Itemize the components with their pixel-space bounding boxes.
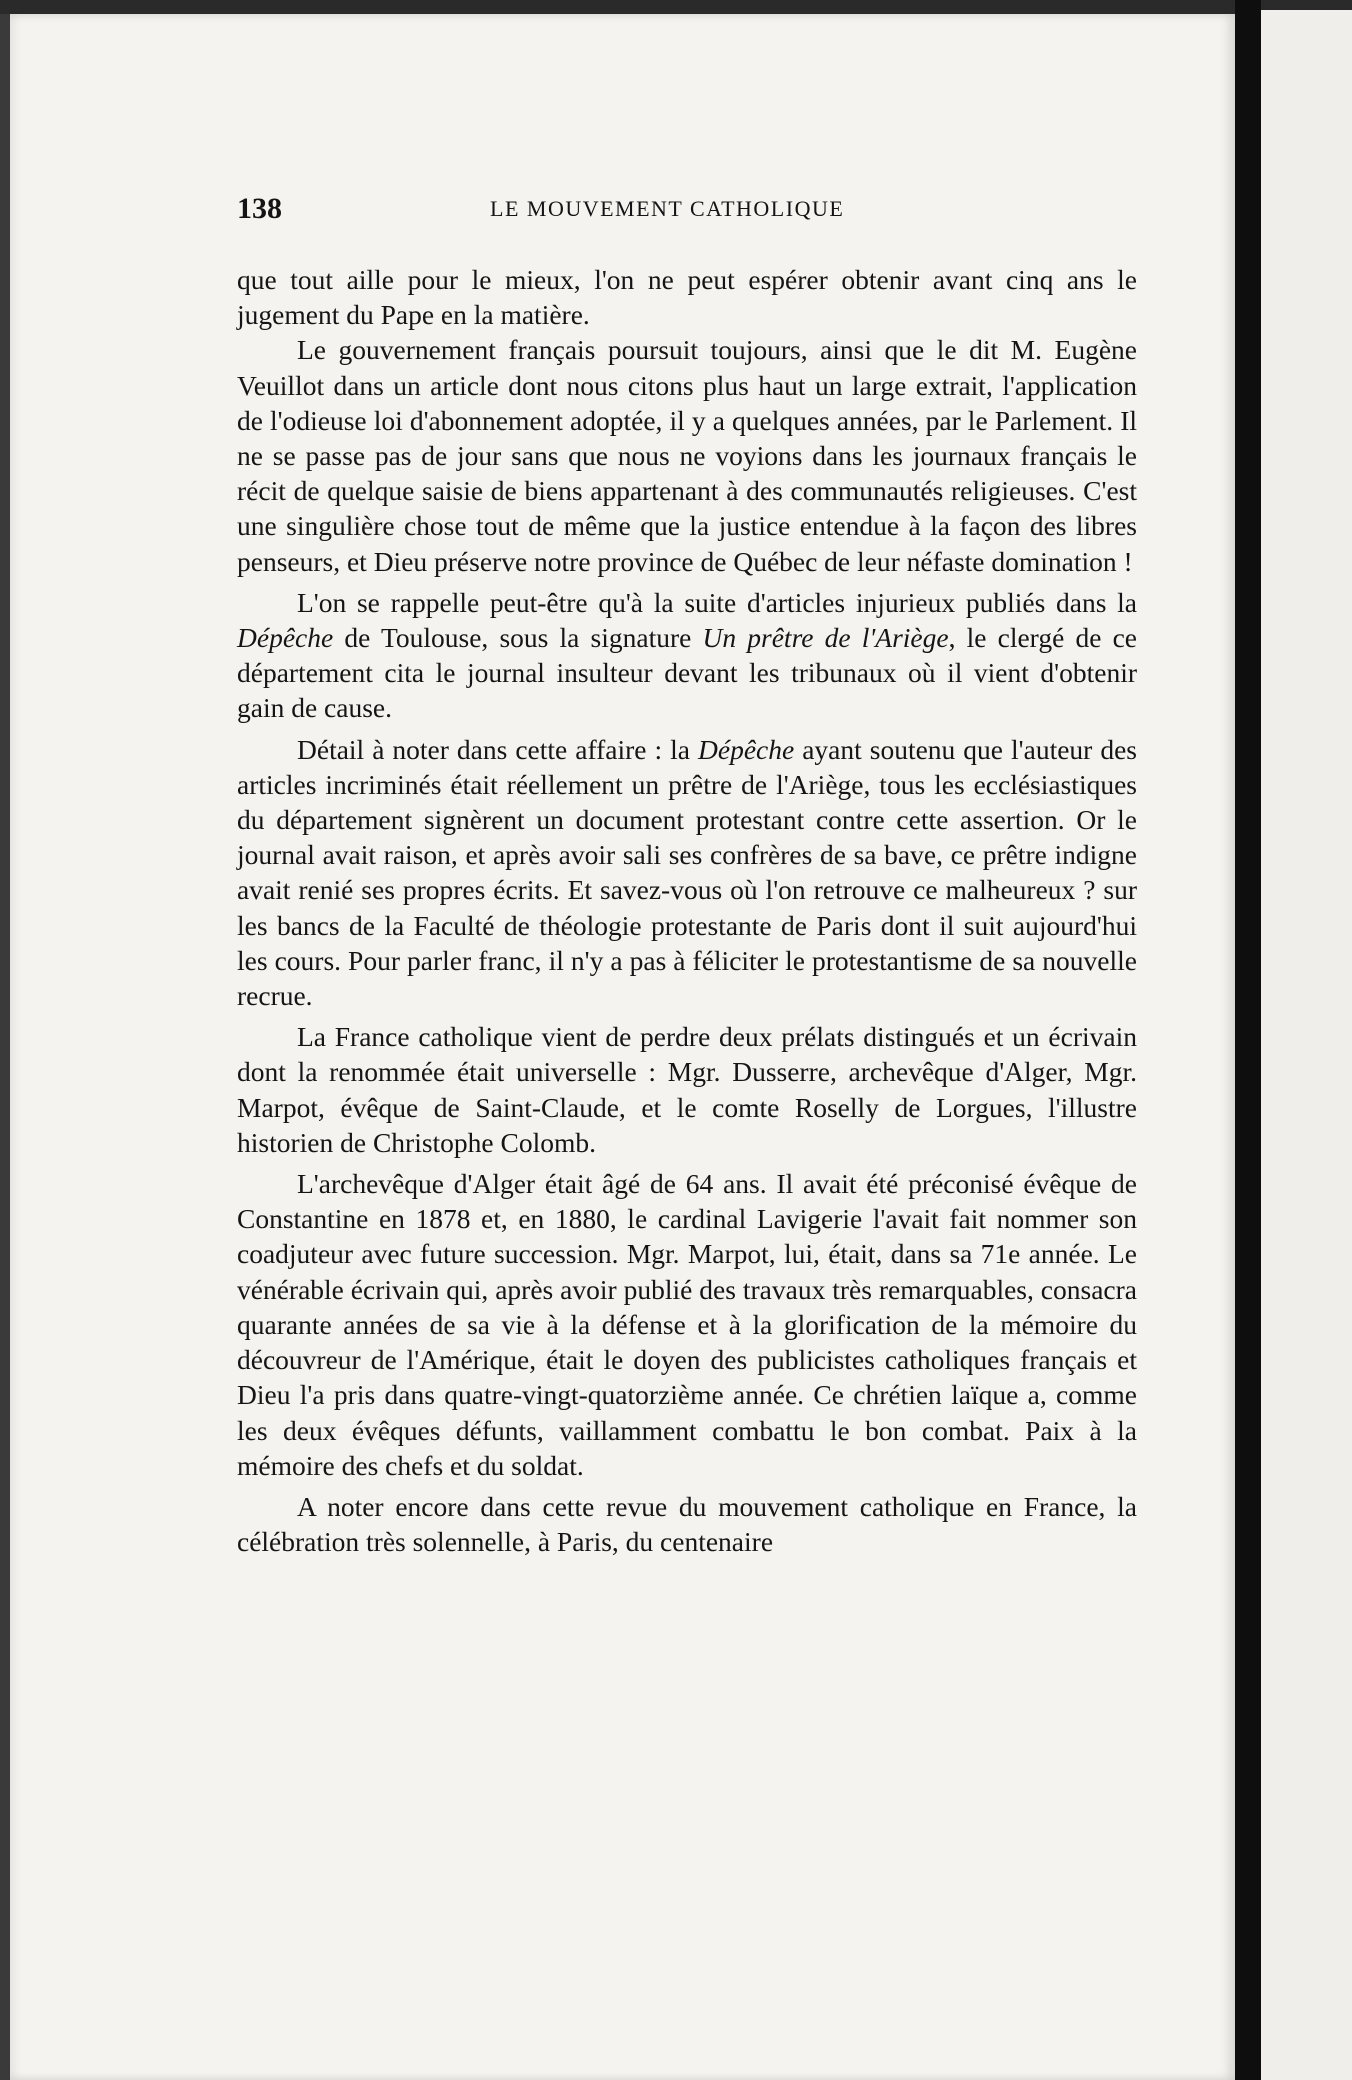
running-head [237, 192, 1137, 232]
scan-top-edge [0, 0, 1352, 14]
paragraph-3-text-2: de Toulouse, sous la signature [333, 622, 703, 654]
paragraph-3-italic-2: Un prêtre de l'Ariège [702, 622, 949, 654]
paragraph-5: La France catholique vient de perdre deux prélats distingués et un écrivain dont la renommée était universelle : Mgr. Dusserre, archevêque d'Alger, Mgr. Marpot, évêque de Saint-Claude, et le comte Roselly de Lorgues, l'illustre historien de Christophe Colomb. [237, 1021, 1137, 1158]
scan-left-edge [0, 0, 10, 2080]
paragraph-3-italic-1: Dépêche [237, 622, 334, 654]
paragraph-3-text-1: L'on se rappelle peut-être qu'à la suite d'articles injurieux publiés dans la [297, 586, 1137, 618]
paragraph-1: que tout aille pour le mieux, l'on ne peut espérer obtenir avant cinq ans le jugement du Pape en la matière. [237, 264, 1137, 331]
paragraph-4-text-2: ayant soutenu que l'auteur des articles incriminés était réellement un prêtre de l'Ariège, tous les ecclésiastiques du département signèrent un document protestant contre cette assertion. Or le journal avait raison, et après avoir sali ses confrères de sa bave, ce prêtre indigne avait renié ses propres écrits. Et savez-vous où l'on retrouve ce malheureux ? sur les bancs de la Faculté de théologie protestante de Paris dont il suit aujourd'hui les cours. Pour parler franc, il n'y a pas à féliciter le protestantisme de sa nouvelle recrue. [237, 733, 1137, 1012]
book-gutter [1235, 0, 1261, 2080]
facing-page-edge [1261, 10, 1352, 2080]
body-text [237, 262, 1137, 1559]
running-head-title: LE MOUVEMENT CATHOLIQUE [490, 196, 845, 221]
paragraph-2: Le gouvernement français poursuit toujours, ainsi que le dit M. Eugène Veuillot dans un article dont nous citons plus haut un large extrait, l'application de l'odieuse loi d'abonnement adoptée, il y a quelques années, par le Parlement. Il ne se passe pas de jour sans que nous ne voyions dans les journaux français le récit de quelque saisie de biens appartenant à des communautés religieuses. C'est une singulière chose tout de même que la justice entendue à la façon des libres penseurs, et Dieu préserve notre province de Québec de leur néfaste domination ! [237, 334, 1137, 577]
paragraph-3-text-3: , le clergé de ce département cita le journal insulteur devant les tribunaux où il vient d'obtenir gain de cause. [237, 622, 1137, 724]
paragraph-6: L'archevêque d'Alger était âgé de 64 ans. Il avait été préconisé évêque de Constantine en 1878 et, en 1880, le cardinal Lavigerie l'avait fait nommer son coadjuteur avec future succession. Mgr. Marpot, lui, était, dans sa 71e année. Le vénérable écrivain qui, après avoir publié des travaux très remarquables, consacra quarante années de sa vie à la défense et à la glorification de la mémoire du découvreur de l'Amérique, était le doyen des publicistes catholiques français et Dieu l'a pris dans quatre-vingt-quatorzième année. Ce chrétien laïque a, comme les deux évêques défunts, vaillamment combattu le bon combat. Paix à la mémoire des chefs et du soldat. [237, 1168, 1137, 1481]
page-number: 138 [237, 192, 282, 225]
paragraph-4-text-1: Détail à noter dans cette affaire : la [297, 733, 698, 765]
paragraph-4-italic-1: Dépêche [698, 733, 795, 765]
paragraph-3 [237, 585, 1137, 726]
paragraph-4 [237, 732, 1137, 1014]
paragraph-7: A noter encore dans cette revue du mouvement catholique en France, la célébration très solennelle, à Paris, du centenaire [237, 1490, 1137, 1558]
